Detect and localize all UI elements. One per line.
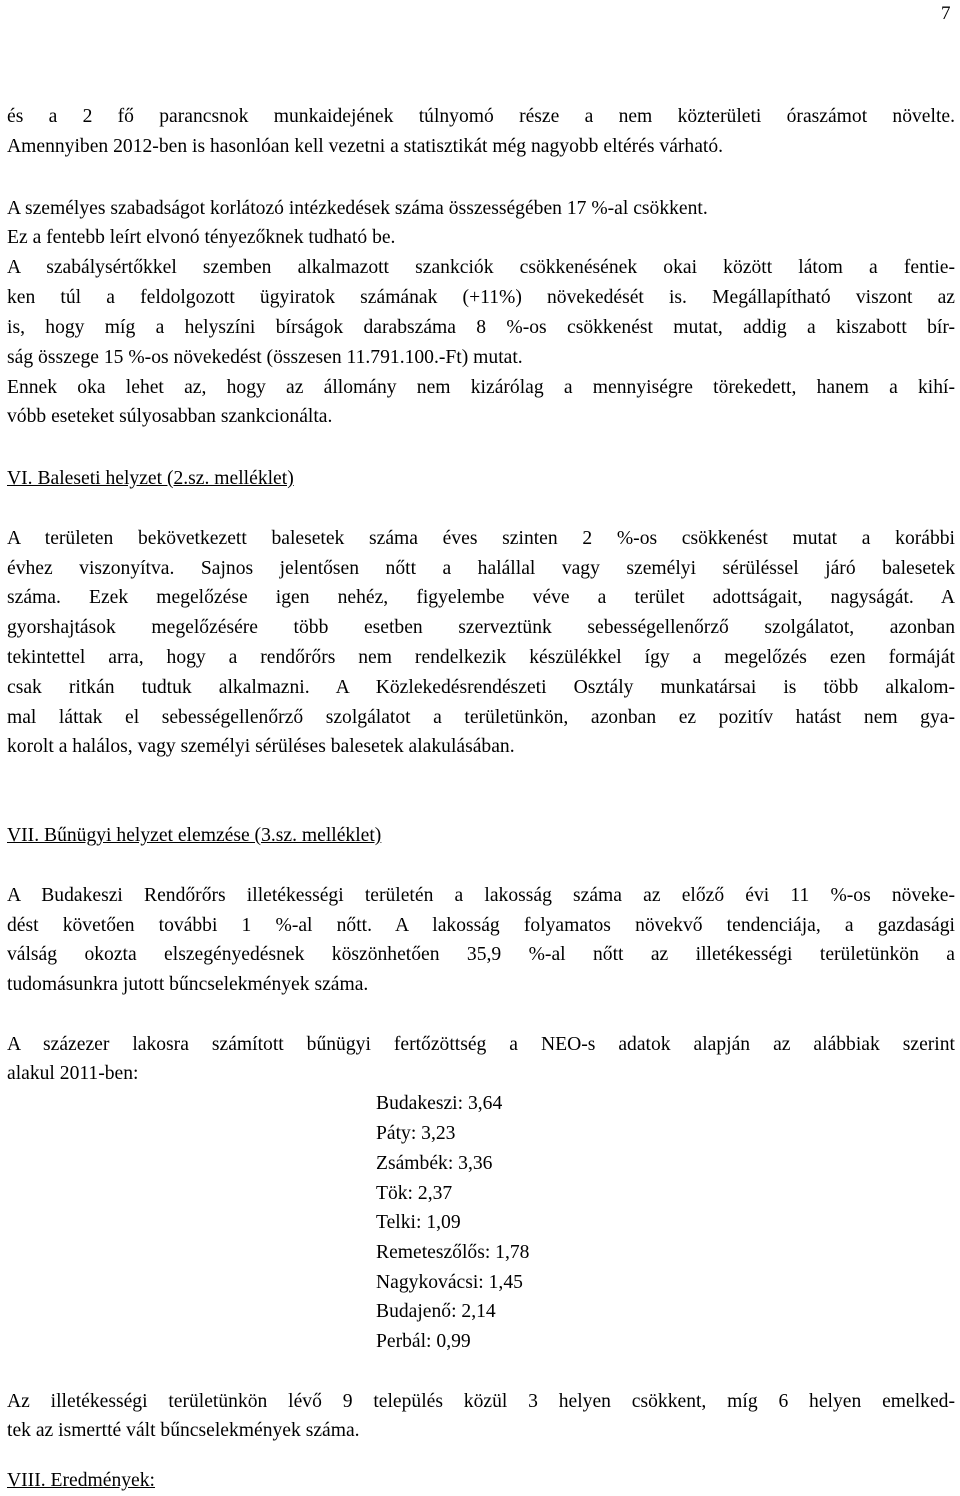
text-line: ken túl a feldolgozott ügyiratok számának (+11%) növekedését is. Megállapítható viszont az [7, 287, 955, 308]
text-line: tudomásunkra jutott bűncselekmények száma. [7, 974, 369, 995]
text-line: mal láttak el sebességellenőrző szolgálatot a területünkön, azonban ez pozitív hatást nem gya- [7, 707, 955, 728]
text-line: A területen bekövetkezett balesetek száma éves szinten 2 %-os csökkenést mutat a korábbi [7, 528, 955, 549]
text-line: tekintettel arra, hogy a rendőrőrs nem rendelkezik készülékkel így a megelőzés ezen formáját [7, 647, 955, 668]
city-item: Tök: 2,37 [376, 1183, 453, 1204]
text-line: gyorshajtások megelőzésére több esetben szerveztünk sebességellenőrző szolgálatot, azonban [7, 617, 955, 638]
text-line: A Budakeszi Rendőrőrs illetékességi területén a lakosság száma az előző évi 11 %-os növeke- [7, 885, 955, 906]
text-line: A százezer lakosra számított bűnügyi fertőzöttség a NEO-s adatok alapján az alábbiak szerint [7, 1034, 955, 1055]
section-heading: VII. Bűnügyi helyzet elemzése (3.sz. melléklet) [7, 825, 382, 846]
section-heading: VI. Baleseti helyzet (2.sz. melléklet) [7, 468, 294, 489]
text-line: és a 2 fő parancsnok munkaidejének túlnyomó része a nem közterületi óraszámot növelte. [7, 106, 955, 127]
text-line: A szabálysértőkkel szemben alkalmazott szankciók csökkenésének okai között látom a fentie- [7, 257, 955, 278]
text-line: évhez viszonyítva. Sajnos jelentősen nőtt a halállal vagy személyi sérüléssel járó balesetek [7, 558, 955, 579]
text-line: válság okozta elszegényedésnek köszönhetően 35,9 %-al nőtt az illetékességi területünkön a [7, 944, 955, 965]
city-item: Páty: 3,23 [376, 1123, 456, 1144]
text-line: tek az ismertté vált bűncselekmények száma. [7, 1420, 360, 1441]
text-line: száma. Ezek megelőzése igen nehéz, figyelembe véve a terület adottságait, nagyságát. A [7, 587, 955, 608]
city-item: Budajenő: 2,14 [376, 1301, 496, 1322]
text-line: A személyes szabadságot korlátozó intézkedések száma összességében 17 %-al csökkent. [7, 198, 708, 219]
section-heading: VIII. Eredmények: [7, 1470, 155, 1491]
text-line: dést követően további 1 %-al nőtt. A lakosság folyamatos növekvő tendenciája, a gazdasági [7, 915, 955, 936]
city-item: Nagykovácsi: 1,45 [376, 1272, 523, 1293]
city-item: Remeteszőlős: 1,78 [376, 1242, 530, 1263]
text-line: ság összege 15 %-os növekedést (összesen 11.791.100.-Ft) mutat. [7, 347, 523, 368]
text-line: Amennyiben 2012-ben is hasonlóan kell vezetni a statisztikát még nagyobb eltérés várható. [7, 136, 724, 157]
city-item: Telki: 1,09 [376, 1212, 461, 1233]
text-line: vóbb eseteket súlyosabban szankcionálta. [7, 406, 333, 427]
city-item: Perbál: 0,99 [376, 1331, 471, 1352]
page-number: 7 [941, 3, 951, 24]
text-line: csak ritkán tudtuk alkalmazni. A Közlekedésrendészeti Osztály munkatársai is több alkalom- [7, 677, 955, 698]
text-line: korolt a halálos, vagy személyi sérüléses balesetek alakulásában. [7, 736, 515, 757]
city-item: Budakeszi: 3,64 [376, 1093, 503, 1114]
text-line: is, hogy míg a helyszíni bírságok darabszáma 8 %-os csökkenést mutat, addig a kiszabott bír- [7, 317, 955, 338]
text-line: Az illetékességi területünkön lévő 9 település közül 3 helyen csökkent, míg 6 helyen emelked- [7, 1391, 955, 1412]
text-line: Ennek oka lehet az, hogy az állomány nem kizárólag a mennyiségre törekedett, hanem a kihí- [7, 377, 955, 398]
text-line: alakul 2011-ben: [7, 1063, 139, 1084]
text-line: Ez a fentebb leírt elvonó tényezőknek tudható be. [7, 227, 396, 248]
city-item: Zsámbék: 3,36 [376, 1153, 493, 1174]
